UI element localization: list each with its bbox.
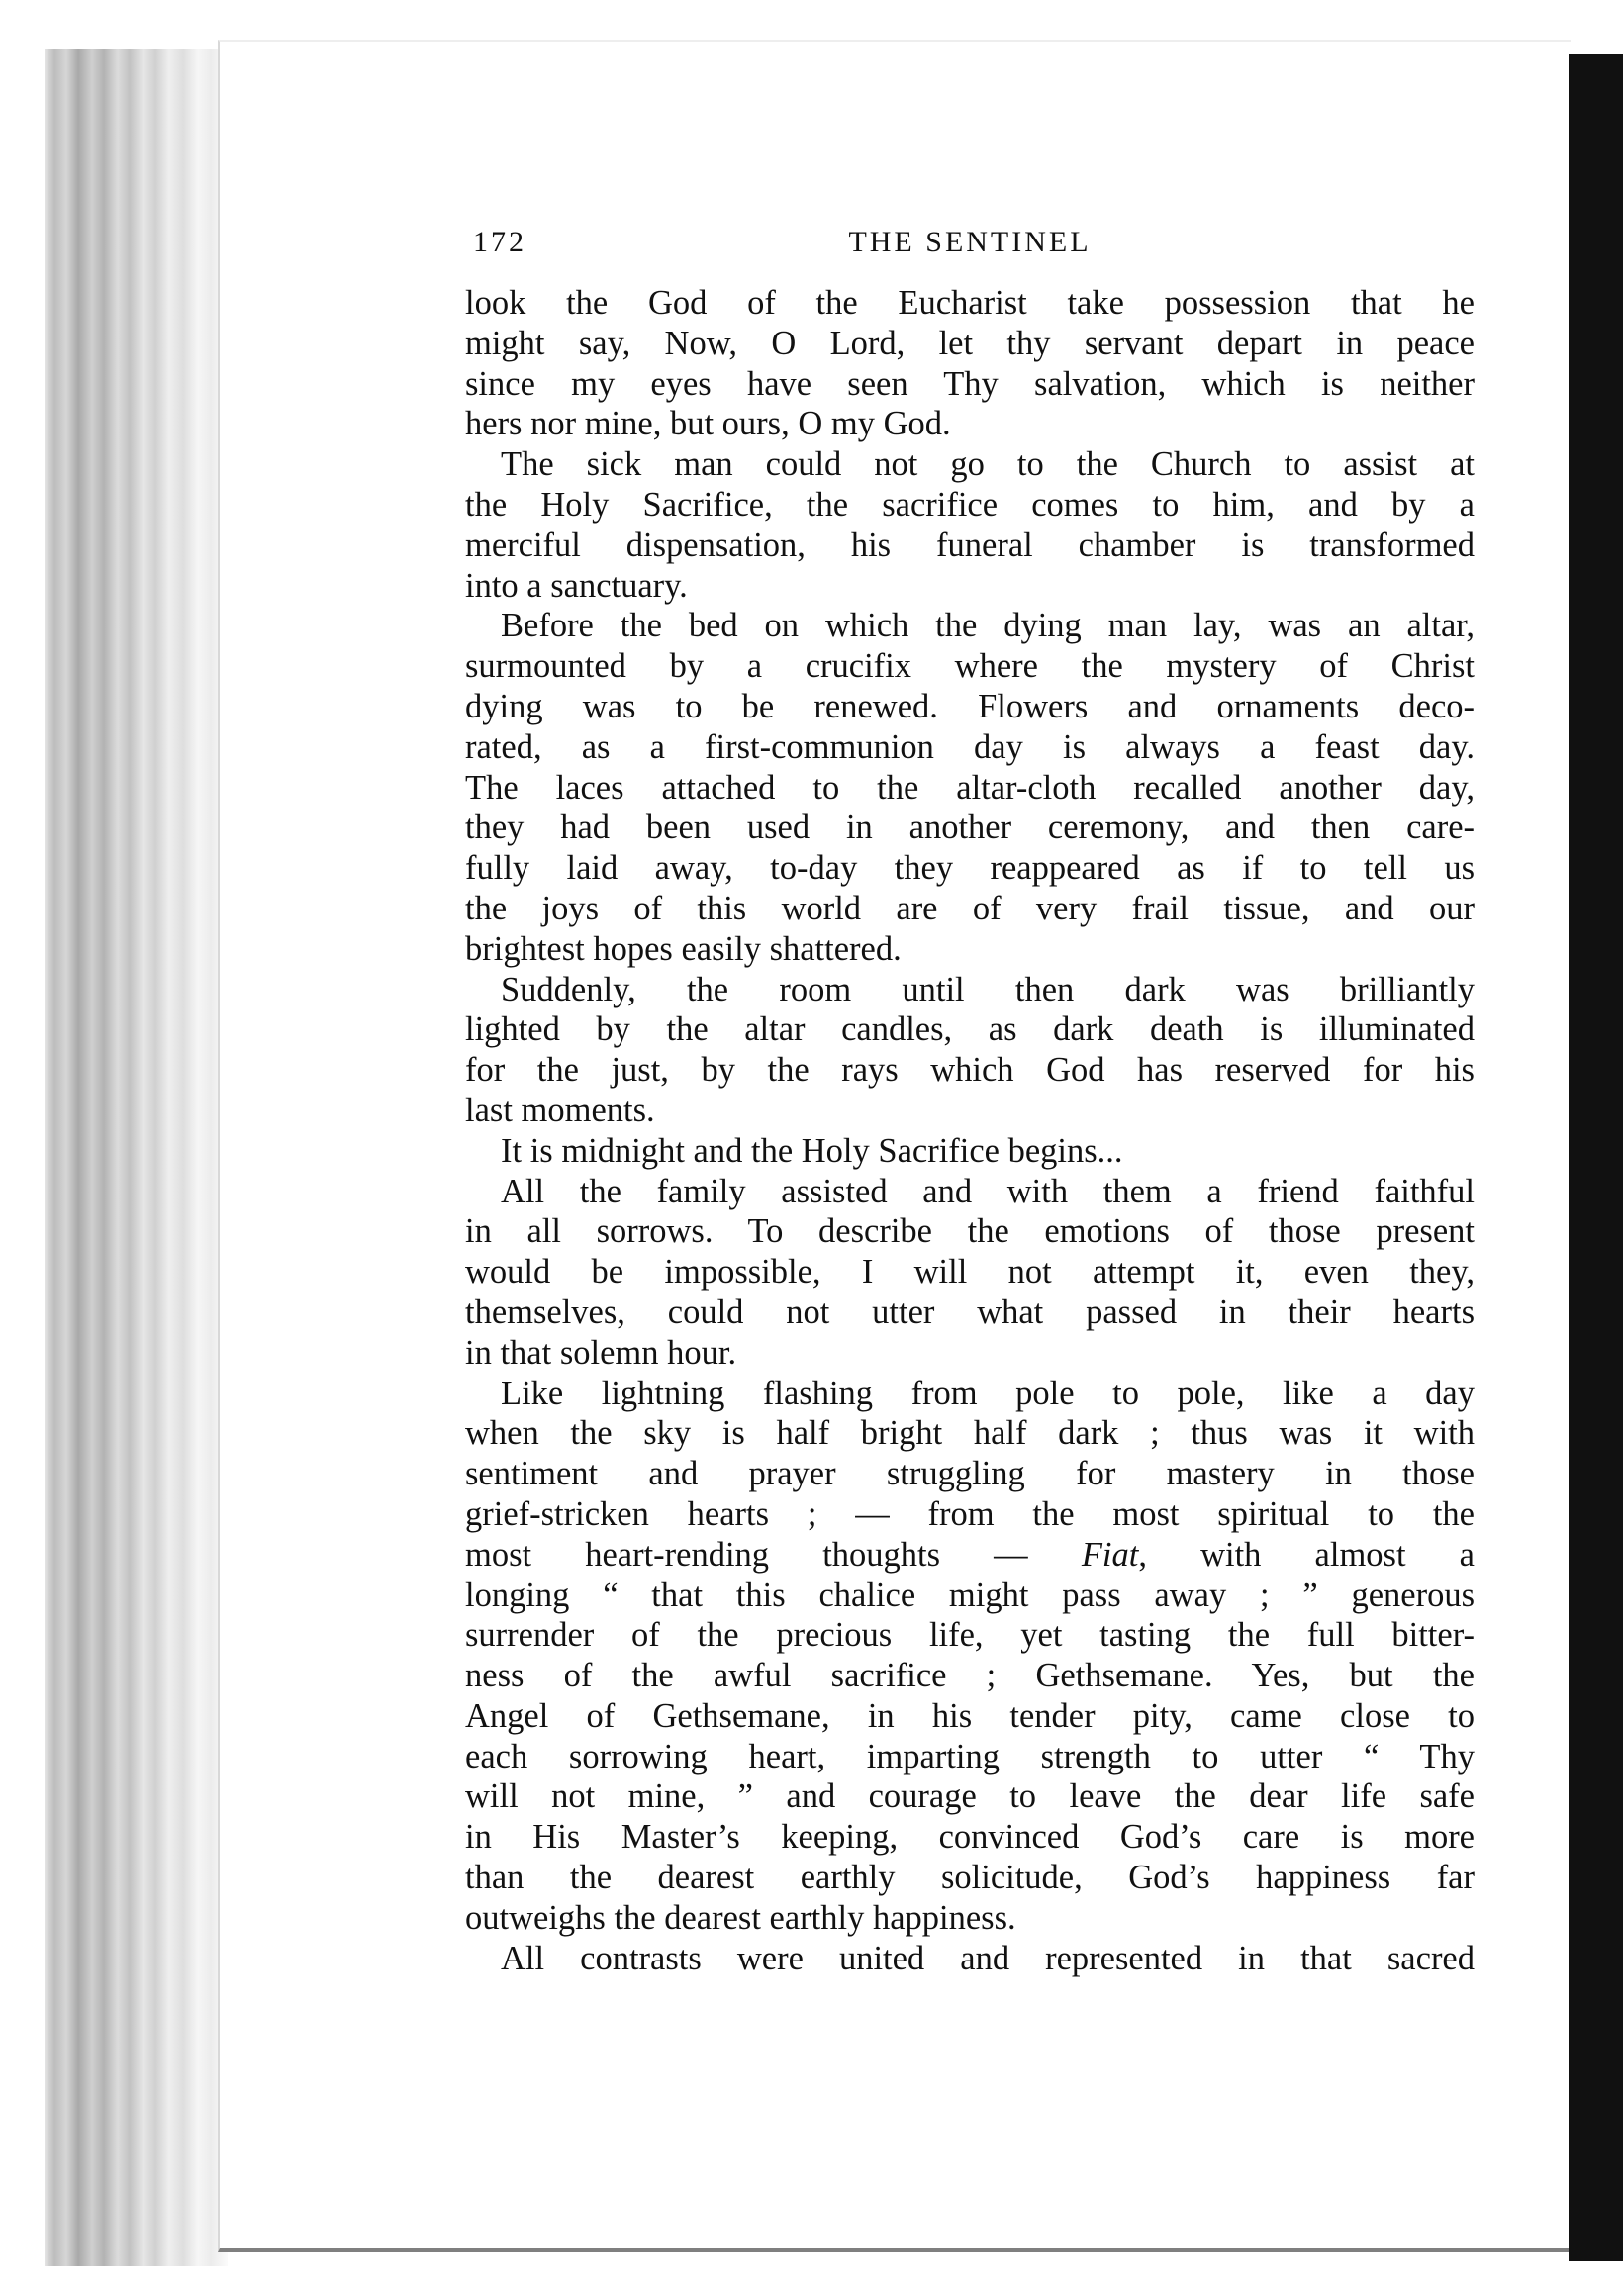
text-line: surrender of the precious life, yet tasting the full bitter-: [465, 1616, 1475, 1655]
italic-word: Fiat: [1081, 1535, 1139, 1574]
text-line: themselves, could not utter what passed in their hearts: [465, 1292, 1475, 1331]
paragraph: [465, 1131, 1475, 1172]
article-body: [465, 283, 1475, 1978]
book-binding-shadow: [1569, 54, 1623, 2261]
text-line: Suddenly, the room until then dark was brilliantly: [501, 970, 1475, 1008]
text-line: look the God of the Eucharist take possession that he: [465, 284, 1475, 322]
book-page-edges: [45, 49, 228, 2266]
paragraph: [465, 606, 1475, 969]
text-line: brightest hopes easily shattered.: [465, 929, 902, 968]
text-line: It is midnight and the Holy Sacrifice begins...: [501, 1131, 1123, 1170]
text-line: in that solemn hour.: [465, 1333, 737, 1372]
paragraph: [465, 1939, 1475, 1979]
text-line: hers nor mine, but ours, O my God.: [465, 405, 951, 443]
text-line: grief-stricken hearts ; — from the most spiritual to the: [465, 1494, 1475, 1533]
paragraph: [465, 1172, 1475, 1374]
text-line: All the family assisted and with them a friend faithful: [501, 1172, 1475, 1210]
text-line: each sorrowing heart, imparting strength to utter “ Thy: [465, 1737, 1475, 1775]
paragraph: [465, 1374, 1475, 1939]
text-line: longing “ that this chalice might pass away ; ” generous: [465, 1576, 1475, 1614]
text-line: The sick man could not go to the Church to assist at: [501, 445, 1475, 484]
text-line: since my eyes have seen Thy salvation, which is neither: [465, 364, 1475, 403]
text-line: lighted by the altar candles, as dark death is illuminated: [465, 1010, 1475, 1049]
page-content: [465, 226, 1475, 1978]
text-line: the Holy Sacrifice, the sacrifice comes to him, and by a: [465, 485, 1475, 524]
text-line: fully laid away, to-day they reappeared as if to tell us: [465, 849, 1475, 888]
text-line: would be impossible, I will not attempt it, even they,: [465, 1253, 1475, 1292]
text-line: Like lightning flashing from pole to pole, like a day: [501, 1374, 1475, 1412]
text-line: dying was to be renewed. Flowers and ornaments deco-: [465, 687, 1475, 725]
text-line: The laces attached to the altar-cloth recalled another day,: [465, 768, 1475, 807]
text-line: surmounted by a crucifix where the mystery of Christ: [465, 647, 1475, 686]
text-line: Before the bed on which the dying man lay, was an altar,: [501, 607, 1475, 645]
journal-title: THE SENTINEL: [848, 226, 1092, 258]
text-line: All contrasts were united and represented in that sacred: [501, 1939, 1475, 1977]
text-line: into a sanctuary.: [465, 566, 688, 605]
text-line: for the just, by the rays which God has reserved for his: [465, 1051, 1475, 1090]
paragraph: [465, 283, 1475, 444]
text-line: they had been used in another ceremony, and then care-: [465, 809, 1475, 847]
text-line: ness of the awful sacrifice ; Gethsemane. Yes, but the: [465, 1657, 1475, 1695]
text-line: merciful dispensation, his funeral chamber is transformed: [465, 526, 1475, 564]
text-line: last moments.: [465, 1091, 655, 1129]
text-line: might say, Now, O Lord, let thy servant depart in peace: [465, 324, 1475, 362]
text-segment: most heart-rending thoughts —: [465, 1535, 1082, 1574]
text-line: will not mine, ” and courage to leave the dear life safe: [465, 1777, 1475, 1816]
text-line: the joys of this world are of very frail tissue, and our: [465, 889, 1475, 927]
text-line: [465, 1535, 1475, 1576]
text-line: rated, as a first-communion day is always a feast day.: [465, 727, 1475, 766]
text-line: in His Master’s keeping, convinced God’s care is more: [465, 1818, 1475, 1857]
page-number: 172: [473, 226, 526, 258]
text-line: than the dearest earthly solicitude, God’s happiness far: [465, 1859, 1475, 1897]
text-line: outweighs the dearest earthly happiness.: [465, 1898, 1016, 1937]
text-line: sentiment and prayer struggling for mastery in those: [465, 1455, 1475, 1493]
text-line: when the sky is half bright half dark ; thus was it with: [465, 1414, 1475, 1453]
text-line: in all sorrows. To describe the emotions of those present: [465, 1212, 1475, 1251]
running-head: [465, 226, 1475, 265]
text-segment: , with almost a: [1138, 1535, 1475, 1574]
paragraph: [465, 970, 1475, 1131]
paragraph: [465, 444, 1475, 606]
text-line: Angel of Gethsemane, in his tender pity, came close to: [465, 1696, 1475, 1735]
